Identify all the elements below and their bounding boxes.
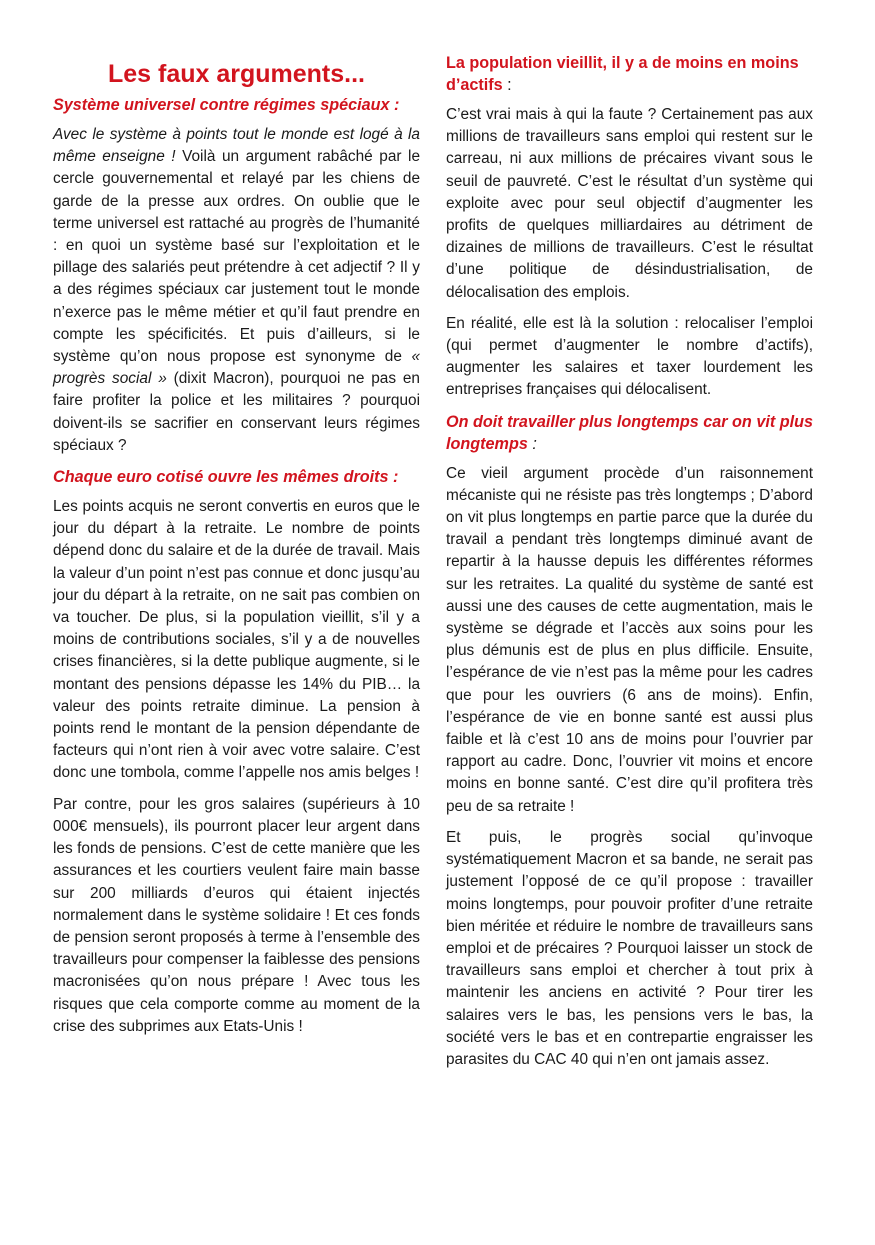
paragraph-life-expectancy: Ce vieil argument procède d’un raisonnement mécaniste qui ne résiste pas très longtemps ; D’abord on vit plus longtemps en partie parce que la durée du travail a pendant très longtemps diminué avant de repartir à la hausse depuis les différentes réformes sur les retraites. La qualité du système de santé est aussi une des causes de cette augmentation, mais le système se dégrade et l’accès aux soins pour les plus démunis est de plus en plus difficile. Ensuite, l’espérance de vie n’est pas la même pour les cadres que pour les ouvriers (6 ans de moins). Enfin, l’espérance de vie en bonne santé est aussi plus faible et là c’est 10 ans de moins pour l’ouvrier par rapport au cadre. Donc, l’ouvrier vit moins et encore moins en bonne santé. C’est dire qu’il profitera très peu de sa retraite ! (446, 464, 813, 815)
section-heading-work-longer: On doit travailler plus longtemps car on vit plus longtemps : (446, 412, 813, 453)
page-title: Les faux arguments... (107, 60, 366, 88)
quote-universal-argument: Avec le système à points tout le monde est logé à la même enseigne ! (53, 126, 420, 166)
paragraph-social-progress: Et puis, le progrès social qu’invoque systématiquement Macron et sa bande, ne serait pas justement l’opposé de ce qu’il propose : travailler moins longtemps, pour pouvoir profiter d’une retraite bien méritée et réduire le nombre de travailleurs sans emploi et de précaires ? Pourquoi laisser un stock de travailleurs sans emploi et chercher à tout prix à maintenir les anciens en activité ? Pour tirer les salaires vers le bas, les pensions vers le bas, la société vers le bas et en contrepartie engraisser les parasites du CAC 40 qui n’en ont jamais assez. (446, 828, 813, 1068)
paragraph-whose-fault: C’est vrai mais à qui la faute ? Certainement pas aux millions de travailleurs sans emploi qui restent sur le carreau, ni aux millions de précaires vivant sous le seuil de pauvreté. C’est le résultat d’un système qui exploite avec pour seul objectif d’augmenter les profits de quelques milliardaires au détriment de dizaines de millions de travailleurs. C’est le résultat d’une politique de désindustrialisation, de délocalisation des emplois. (446, 106, 813, 301)
section-heading-aging-population: La population vieillit, il y a de moins en moins d’actifs : (446, 54, 799, 94)
quote-progres-social: « progrès social » (53, 348, 420, 388)
paragraph-pension-funds: Par contre, pour les gros salaires (supérieurs à 10 000€ mensuels), ils pourront placer leur argent dans les fonds de pensions. C’est de cette manière que les assurances et les courtiers veulent faire main basse sur 200 milliards d’euros qui étaient injectés normalement dans le système solidaire ! Et ces fonds de pension seront proposés à terme à l’ensemble des travailleurs pour compenser la faiblesse des pensions macronisées qu’on nous prépare ! Avec tous les risques que cela comporte comme au moment de la crise des subprimes aux Etats-Unis ! (53, 795, 420, 1035)
paragraph-universal-system: Avec le système à points tout le monde est logé à la même enseigne ! Voilà un argument rabâché par le cercle gouvernemental et relayé par les chiens de garde de la presse aux ordres. On oublie que le terme universel est rattaché au progrès de l’humanité : en quoi un système basé sur l’exploitation et le pillage des salariés peut prétendre à cet adjectif ? Il y a des régimes spéciaux car justement tout le monde n’exerce pas le même métier et qu’il faut prendre en compte les spécificités. Et puis d’ailleurs, si le système qu’on nous propose est synonyme de « progrès social » (dixit Macron), pourquoi ne pas en faire profiter la police et les militaires ? pourquoi doivent-ils se sacrifier en conservant leurs régimes spéciaux ? (53, 126, 420, 454)
paragraph-solution: En réalité, elle est là la solution : relocaliser l’emploi (qui permet d’augmenter le nombre d’actifs), augmenter les salaires et taxer lourdement les entreprises françaises qui délocalisent. (446, 314, 813, 399)
left-column (53, 52, 420, 1038)
paragraph-points-conversion: Les points acquis ne seront convertis en euros que le jour du départ à la retraite. Le nombre de points dépend donc du salaire et de la durée de travail. Mais la valeur d’un point n’est pas connue et donc jusqu’au jour du départ à la retraite, on ne sait pas combien on va toucher. De plus, si la population vieillit, s’il y a moins de contributions sociales, s’il y a de nouvelles crises financières, si la dette publique augmente, si le montant des pensions dépasse les 14% du PIB… la valeur des points retraite diminue. La pension à points rend le montant de la pension dépendante de facteurs qui n’ont rien à voir avec votre salaire. C’est donc une tombola, comme l’appelle nos amis belges ! (53, 498, 420, 782)
right-column (446, 52, 813, 1071)
section-heading-universal-system: Système universel contre régimes spéciaux : (53, 96, 400, 114)
section-heading-each-euro: Chaque euro cotisé ouvre les mêmes droits : (53, 468, 399, 487)
